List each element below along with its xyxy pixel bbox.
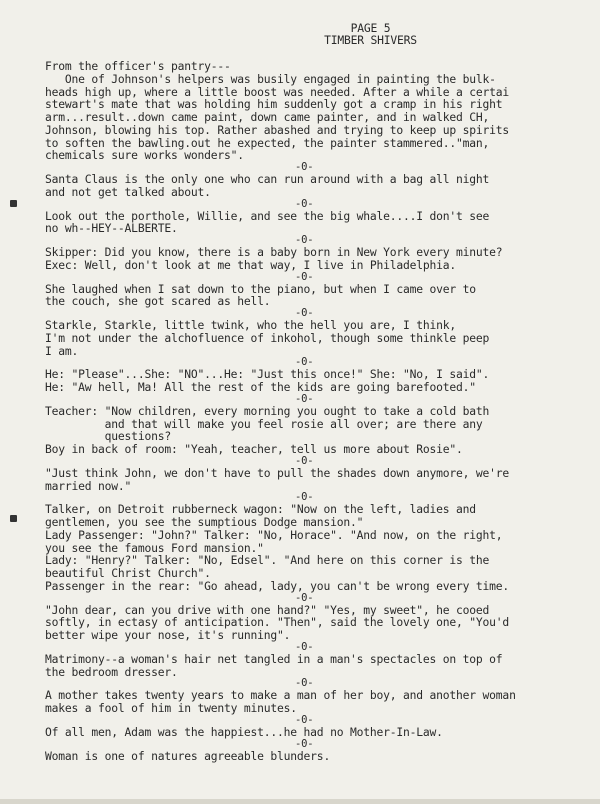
text-line: and not get talked about.	[45, 184, 211, 199]
text-line: Talker, on Detroit rubberneck wagon: "Now on the left, ladies and	[45, 502, 476, 517]
page-number: PAGE 5	[350, 21, 391, 35]
text-line: questions?	[45, 429, 171, 444]
text-line: Skipper: Did you know, there is a baby born in New York every minute?	[45, 245, 503, 259]
separator: -0-	[295, 677, 314, 690]
text-line: Woman is one of natures agreeable blunders.	[45, 748, 331, 763]
text-line: to soften the bawling.out he expected, the painter stammered.."man,	[45, 135, 490, 150]
text-line: arm...result..down came paint, down came painter, and in walked CH,	[45, 110, 490, 124]
text-line: He: "Aw hell, Ma! All the rest of the kids are going barefooted."	[45, 380, 476, 394]
header-gap	[45, 46, 586, 60]
paper-bottom-edge	[0, 799, 600, 804]
text-line: married now."	[45, 478, 132, 493]
separator: -0-	[295, 307, 314, 319]
page-title: TIMBER SHIVERS	[324, 33, 417, 47]
text-line: Lady Passenger: "John?" Talker: "No, Horace". "And now, on the right,	[45, 527, 503, 542]
separator: -0-	[295, 234, 314, 246]
text-line: "Just think John, we don't have to pull the shades down anymore, we're	[45, 465, 510, 480]
text-line: A mother takes twenty years to make a man of her boy, and another woman	[45, 688, 516, 703]
page-header	[155, 22, 586, 46]
text-line: better wipe your nose, it's running".	[45, 628, 291, 642]
text-line: heads high up, where a little boost was needed. After a while a certai	[45, 84, 510, 99]
document-body	[45, 60, 586, 762]
text-line: Matrimony--a woman's hair net tangled in a man's spectacles on top of	[45, 651, 503, 666]
text-line: stewart's mate that was holding him suddenly got a cramp in his right	[45, 97, 503, 112]
text-line: softly, in ectasy of anticipation. "Then", said the lovely one, "You'd	[45, 615, 510, 630]
text-line: you see the famous Ford mansion."	[45, 540, 264, 555]
text-line: Santa Claus is the only one who can run around with a bag all night	[45, 172, 490, 186]
separator: -0-	[295, 591, 314, 604]
text-line: beautiful Christ Church".	[45, 566, 211, 580]
text-line: Boy in back of room: "Yeah, teacher, tell us more about Rosie".	[45, 442, 463, 456]
separator: -0-	[295, 713, 314, 726]
separator: -0-	[295, 392, 314, 405]
separator: -0-	[295, 491, 314, 504]
text-line: no wh--HEY--ALBERTE.	[45, 221, 178, 236]
text-line: gentlemen, you see the sumptious Dodge mansion."	[45, 515, 364, 529]
text-line: chemicals sure works wonders".	[45, 148, 244, 163]
text-line: I'm not under the alchofluence of inkohol, though some thinkle peep	[45, 330, 490, 345]
text-line: I am.	[45, 343, 79, 358]
separator: -0-	[295, 356, 314, 369]
text-line: She laughed when I sat down to the piano, but when I came over to	[45, 281, 476, 296]
text-line: the bedroom dresser.	[45, 664, 178, 679]
text-line: Starkle, Starkle, little twink, who the hell you are, I think,	[45, 318, 457, 332]
text-line: the couch, she got scared as hell.	[45, 294, 271, 309]
punch-hole-mark	[10, 515, 17, 522]
text-line: Passenger in the rear: "Go ahead, lady, you can't be wrong every time.	[45, 578, 510, 593]
text-line: "John dear, can you drive with one hand?" "Yes, my sweet", he cooed	[45, 602, 490, 617]
separator: -0-	[295, 737, 314, 750]
text-line: and that will make you feel rosie all over; are there any	[45, 416, 483, 431]
text-line: makes a fool of him in twenty minutes.	[45, 701, 297, 715]
punch-hole-mark	[10, 200, 17, 207]
separator: -0-	[295, 640, 314, 653]
text-line: Of all men, Adam was the happiest...he had no Mother-In-Law.	[45, 724, 443, 739]
separator: -0-	[295, 454, 314, 467]
text-line: Teacher: "Now children, every morning you ought to take a cold bath	[45, 403, 490, 418]
text-line: From the officer's pantry---	[45, 59, 231, 73]
separator: -0-	[295, 270, 314, 283]
text-line: Exec: Well, don't look at me that way, I live in Philadelphia.	[45, 257, 457, 272]
text-line: He: "Please"...She: "NO"...He: "Just this once!" She: "No, I said".	[45, 367, 490, 382]
text-line: Lady: "Henry?" Talker: "No, Edsel". "And here on this corner is the	[45, 553, 490, 568]
text-line: Johnson, blowing his top. Rather abashed and trying to keep up spirits	[45, 122, 510, 137]
separator: -0-	[295, 161, 314, 173]
text-line: Look out the porthole, Willie, and see the big whale....I don't see	[45, 208, 490, 223]
text-line: One of Johnson's helpers was busily engaged in painting the bulk-	[45, 71, 496, 86]
separator: -0-	[295, 197, 314, 210]
